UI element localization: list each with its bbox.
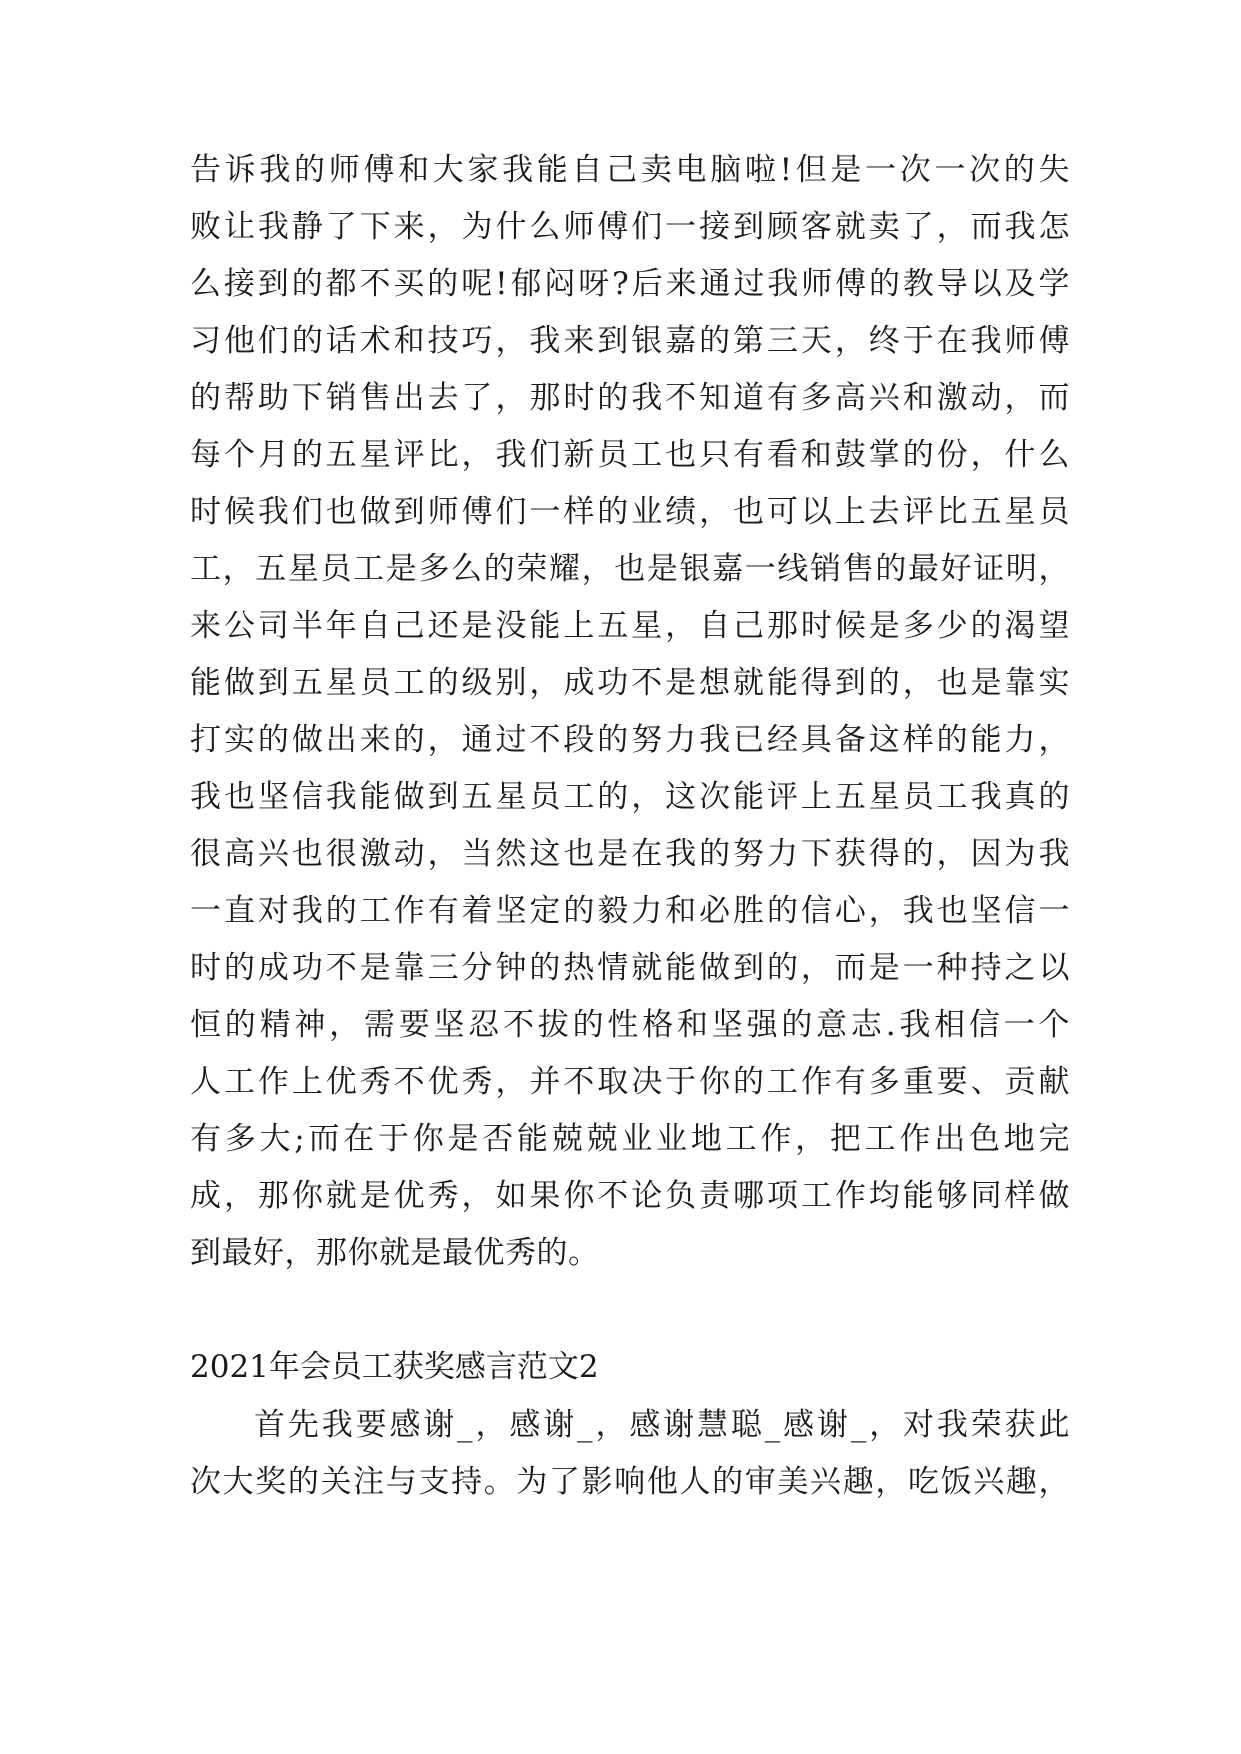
paragraph-line: 能做到五星员工的级别，成功不是想就能得到的，也是靠实 (190, 665, 1070, 701)
section-heading: 2021年会员工获奖感言范文2 (190, 1349, 599, 1385)
paragraph-line: 恒的精神，需要坚忍不拔的性格和坚强的意志.我相信一个 (190, 1007, 1070, 1043)
paragraph-line: 成，那你就是优秀，如果你不论负责哪项工作均能够同样做 (190, 1178, 1070, 1214)
paragraph-line: 的帮助下销售出去了，那时的我不知道有多高兴和激动，而 (190, 380, 1070, 416)
paragraph-line: 么接到的都不买的呢!郁闷呀?后来通过我师傅的教导以及学 (190, 266, 1070, 302)
paragraph-line: 一直对我的工作有着坚定的毅力和必胜的信心，我也坚信一 (190, 893, 1070, 929)
paragraph-line: 有多大;而在于你是否能兢兢业业地工作，把工作出色地完 (190, 1121, 1070, 1157)
paragraph-line: 首先我要感谢_，感谢_，感谢慧聪_感谢_，对我荣获此 (254, 1407, 1070, 1443)
paragraph-line: 次大奖的关注与支持。为了影响他人的审美兴趣，吃饭兴趣， (190, 1464, 1070, 1500)
paragraph-line: 打实的做出来的，通过不段的努力我已经具备这样的能力， (190, 722, 1070, 758)
paragraph-line: 时候我们也做到师傅们一样的业绩，也可以上去评比五星员 (190, 494, 1070, 530)
paragraph-line: 习他们的话术和技巧，我来到银嘉的第三天，终于在我师傅 (190, 323, 1070, 359)
paragraph-line: 每个月的五星评比，我们新员工也只有看和鼓掌的份，什么 (190, 437, 1070, 473)
paragraph-line: 人工作上优秀不优秀，并不取决于你的工作有多重要、贡献 (190, 1064, 1070, 1100)
paragraph-line: 时的成功不是靠三分钟的热情就能做到的，而是一种持之以 (190, 950, 1070, 986)
paragraph-line: 很高兴也很激动，当然这也是在我的努力下获得的，因为我 (190, 836, 1070, 872)
paragraph-line: 告诉我的师傅和大家我能自己卖电脑啦!但是一次一次的失 (190, 152, 1070, 188)
paragraph-line: 工，五星员工是多么的荣耀，也是银嘉一线销售的最好证明， (190, 551, 1070, 587)
paragraph-line: 来公司半年自己还是没能上五星，自己那时候是多少的渴望 (190, 608, 1070, 644)
paragraph-line: 败让我静了下来，为什么师傅们一接到顾客就卖了，而我怎 (190, 209, 1070, 245)
paragraph-line: 我也坚信我能做到五星员工的，这次能评上五星员工我真的 (190, 779, 1070, 815)
paragraph-line: 到最好，那你就是最优秀的。 (190, 1235, 600, 1271)
